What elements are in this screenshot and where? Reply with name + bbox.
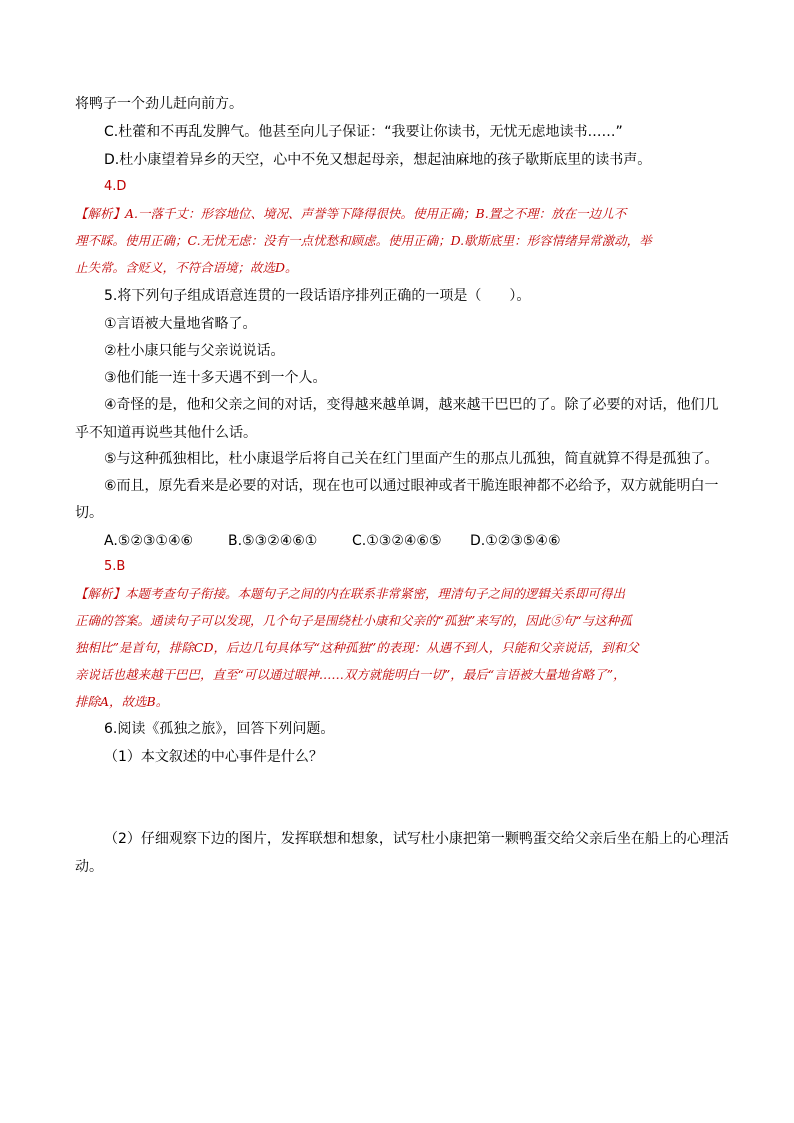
q3-option-c: C.杜藿和不再乱发脾气。他甚至向儿子保证：“我要让你读书，无忧无虑地读书……” <box>104 124 623 140</box>
q5-analysis-line: 正确的答案。通读句子可以发现，几个句子是围绕杜小康和父亲的“孤独”来写的，因此⑤句“与这种孤 <box>75 613 632 628</box>
q5-sentence-3: ③他们能一连十多天遇不到一个人。 <box>104 370 327 386</box>
q3-text-line: 将鸭子一个劲儿赶向前方。 <box>75 96 243 112</box>
q6-subquestion-2-cont: 动。 <box>75 859 103 875</box>
q4-analysis-line: 止失常。含贬义，不符合语境；故选D。 <box>75 260 298 275</box>
q5-analysis-line: 亲说话也越来越干巴巴，直至“可以通过眼神……双方就能明白一切”，最后“言语被大量地省略了”， <box>75 667 626 682</box>
q5-analysis-line: 独相比”是首句，排除CD，后边几句具体写“这种孤独”的表现：从遇不到人，只能和父亲说话，到和父 <box>75 640 639 655</box>
q5-sentence-2: ②杜小康只能与父亲说说话。 <box>104 343 285 359</box>
q5-option-b: B.⑤③②④⑥① <box>228 533 318 549</box>
q3-option-d: D.杜小康望着异乡的天空，心中不免又想起母亲，想起油麻地的孩子歇斯底里的读书声。 <box>104 152 652 168</box>
q5-option-d: D.①②③⑤④⑥ <box>470 533 561 549</box>
q6-stem: 6.阅读《孤独之旅》，回答下列问题。 <box>104 721 335 737</box>
q5-sentence-1: ①言语被大量地省略了。 <box>104 316 257 332</box>
q5-analysis-line: 【解析】本题考查句子衔接。本题句子之间的内在联系非常紧密，理清句子之间的逻辑关系即可得出 <box>75 586 626 601</box>
q5-sentence-4-cont: 乎不知道再说些其他什么话。 <box>75 425 257 441</box>
q5-analysis-line: 排除A，故选B。 <box>75 694 169 709</box>
q5-sentence-6: ⑥而且，原先看来是必要的对话，现在也可以通过眼神或者干脆连眼神都不必给予，双方就能明白一 <box>104 478 719 494</box>
q5-sentence-5: ⑤与这种孤独相比，杜小康退学后将自己关在红门里面产生的那点儿孤独，简直就算不得是孤独了。 <box>104 451 719 467</box>
q4-answer: 4.D <box>104 179 127 194</box>
q4-analysis-line: 【解析】A.一落千丈：形容地位、境况、声誉等下降得很快。使用正确；B.置之不理：放在一边儿不 <box>75 206 627 221</box>
q5-sentence-6-cont: 切。 <box>75 505 103 521</box>
q4-analysis-line: 理不睬。使用正确；C.无忧无虑：没有一点忧愁和顾虑。使用正确；D.歇斯底里：形容情绪异常激动，举 <box>75 233 652 248</box>
q6-subquestion-1: （1）本文叙述的中心事件是什么？ <box>104 749 323 765</box>
q5-stem: 5.将下列句子组成语意连贯的一段话语序排列正确的一项是（ ）。 <box>104 288 531 304</box>
q5-option-a: A.⑤②③①④⑥ <box>104 533 194 549</box>
q6-subquestion-2: （2）仔细观察下边的图片，发挥联想和想象，试写杜小康把第一颗鸭蛋交给父亲后坐在船上的心理活 <box>104 831 729 847</box>
q5-sentence-4: ④奇怪的是，他和父亲之间的对话，变得越来越单调，越来越干巴巴的了。除了必要的对话，他们几 <box>104 397 719 413</box>
q5-option-c: C.①③②④⑥⑤ <box>352 533 442 549</box>
q5-answer: 5.B <box>104 559 126 574</box>
